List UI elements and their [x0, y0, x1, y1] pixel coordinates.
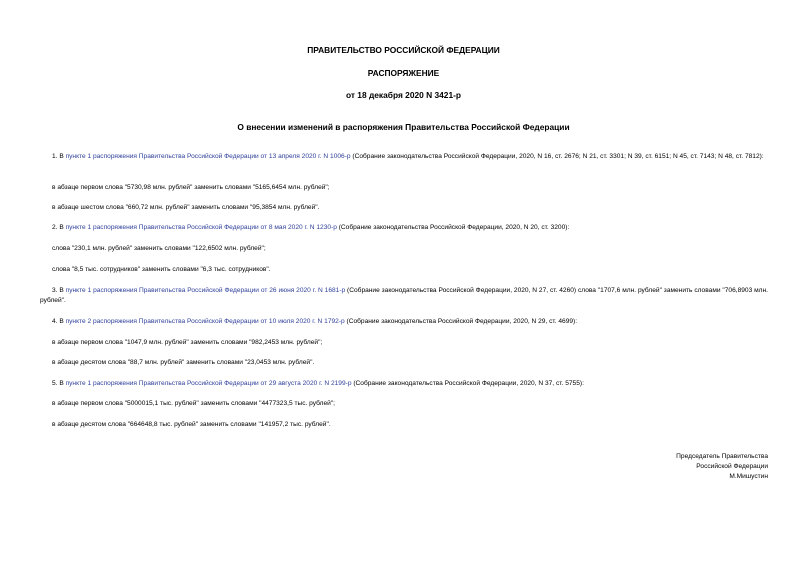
item-2-sub-2: слова "8,5 тыс. сотрудников" заменить словами "6,3 тыс. сотрудников". — [52, 266, 271, 273]
item-1-link[interactable]: пункте 1 распоряжения Правительства Российской Федерации от 13 апреля 2020 г. N 1006-р — [65, 153, 351, 160]
item-2-paragraph — [40, 223, 768, 233]
item-3-link[interactable]: пункте 1 распоряжения Правительства Российской Федерации от 26 июня 2020 г. N 1681-р — [65, 287, 346, 294]
item-5-paragraph — [40, 379, 768, 389]
document-type: РАСПОРЯЖЕНИЕ — [367, 68, 440, 78]
item-1-prefix: 1. В — [52, 153, 66, 160]
item-1-paragraph — [40, 152, 768, 162]
signature-title: Председатель Правительства — [676, 453, 768, 460]
document-date-number: от 18 декабря 2020 N 3421-р — [345, 90, 462, 100]
item-1-sub-2: в абзаце шестом слова "660,72 млн. рублей" заменить словами "95,3854 млн. рублей". — [52, 204, 320, 211]
document-title: О внесении изменений в распоряжения Правительства Российской Федерации — [237, 122, 570, 132]
item-2-prefix: 2. В — [52, 224, 66, 231]
item-5-prefix: 5. В — [52, 380, 66, 387]
item-4-paragraph — [40, 317, 768, 327]
item-4-link[interactable]: пункте 2 распоряжения Правительства Российской Федерации от 10 июля 2020 г. N 1792-р — [65, 318, 345, 325]
signature-name: М.Мишустин — [729, 473, 768, 480]
item-5-sub-2: в абзаце десятом слова "664648,8 тыс. рублей" заменить словами "141957,2 тыс. рублей". — [52, 421, 331, 428]
item-1-suffix: (Собрание законодательства Российской Федерации, 2020, N 16, ст. 2676; N 21, ст. 3301; N 39, ст. 6151; N 45, ст. 7143; N 48, ст. 7812): — [350, 153, 764, 160]
item-2-sub-1: слова "230,1 млн. рублей" заменить словами "122,6502 млн. рублей"; — [52, 245, 266, 252]
item-5-link[interactable]: пункте 1 распоряжения Правительства Российской Федерации от 29 августа 2020 г. N 2199-р — [65, 380, 352, 387]
item-3-paragraph — [40, 286, 768, 306]
item-5-sub-1: в абзаце первом слова "5000015,1 тыс. рублей" заменить словами "4477323,5 тыс. рублей"; — [52, 400, 335, 407]
item-2-suffix: (Собрание законодательства Российской Федерации, 2020, N 20, ст. 3200): — [336, 224, 570, 231]
item-4-suffix: (Собрание законодательства Российской Федерации, 2020, N 29, ст. 4699): — [344, 318, 578, 325]
item-4-sub-2: в абзаце десятом слова "88,7 млн. рублей" заменить словами "23,0453 млн. рублей". — [52, 359, 315, 366]
item-3-suffix: (Собрание законодательства Российской Федерации, 2020, N 27, ст. 4260) слова "1707,6 млн. рублей" заменить словами "706,8903 млн. рублей". — [40, 287, 768, 304]
item-4-sub-1: в абзаце первом слова "1047,9 млн. рублей" заменить словами "982,2453 млн. рублей"; — [52, 339, 323, 346]
signature-organization: Российской Федерации — [696, 463, 768, 470]
item-1-sub-1: в абзаце первом слова "5730,98 млн. рублей" заменить словами "5165,6454 млн. рублей"; — [52, 184, 330, 191]
government-header: ПРАВИТЕЛЬСТВО РОССИЙСКОЙ ФЕДЕРАЦИИ — [307, 45, 500, 55]
item-2-link[interactable]: пункте 1 распоряжения Правительства Российской Федерации от 8 мая 2020 г. N 1230-р — [65, 224, 337, 231]
item-5-suffix: (Собрание законодательства Российской Федерации, 2020, N 37, ст. 5755): — [351, 380, 584, 387]
item-4-prefix: 4. В — [52, 318, 66, 325]
item-3-prefix: 3. В — [52, 287, 66, 294]
